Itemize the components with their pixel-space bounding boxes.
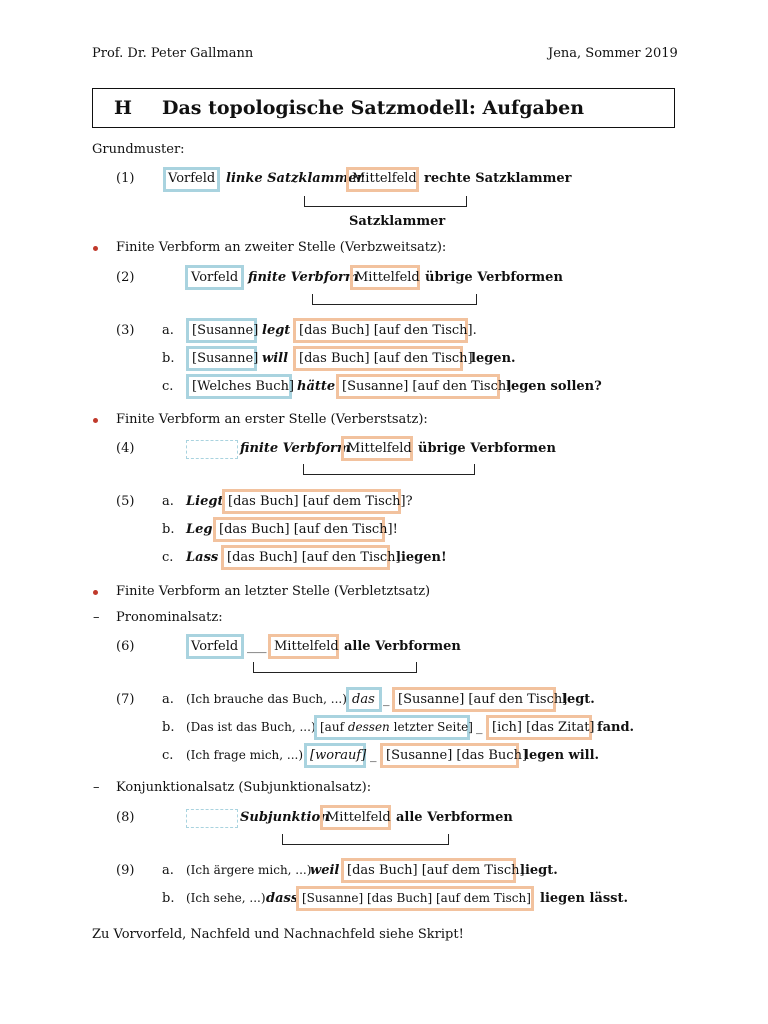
ex7a-mf: [Susanne] [auf den Tisch] (398, 692, 568, 707)
ex7b-mf: [ich] [das Zitat] (492, 720, 595, 735)
ex9b-rest: liegen lässt. (540, 891, 629, 906)
ex7b-label: b. (162, 720, 175, 735)
ex7a-pre: (Ich brauche das Buch, ...) (186, 692, 347, 706)
ex2-number: (2) (116, 270, 135, 285)
satzklammer-bracket (312, 294, 477, 305)
ex7a-label: a. (162, 692, 174, 707)
ex2-rest: übrige Verbformen (425, 270, 563, 285)
ex9b-pre: (Ich sehe, ...) (186, 891, 266, 905)
ex6-number: (6) (116, 639, 135, 654)
bullet-v2: Finite Verbform an zweiter Stelle (Verbzweitsatz): (116, 240, 447, 255)
ex9a-mf: [das Buch] [auf dem Tisch] (347, 863, 525, 878)
dash-marker: – (93, 610, 100, 625)
bullet-icon (93, 246, 98, 251)
ex3c-mf: [Susanne] [auf den Tisch] (342, 379, 512, 394)
satzklammer-label: Satzklammer (349, 214, 446, 229)
ex9a-sub: weil (310, 863, 340, 878)
ex7b-gap: _ (476, 720, 483, 735)
ex1-lsk: linke Satzklammer (226, 171, 364, 186)
ex3a-vf: [Susanne] (192, 323, 259, 338)
ex6-gap: ___ (247, 639, 267, 654)
ex6-rest: alle Verbformen (344, 639, 461, 654)
satzklammer-bracket (282, 834, 449, 845)
ex2-vorfeld: Vorfeld (191, 270, 239, 285)
title-letter: H (114, 97, 132, 119)
ex7b-vf3: letzter Seite] (393, 720, 473, 734)
ex5c-verb: Lass (186, 550, 219, 565)
ex3a-mf: [das Buch] [auf den Tisch]. (299, 323, 477, 338)
ex4-rest: übrige Verbformen (418, 441, 556, 456)
author-header: Prof. Dr. Peter Gallmann (92, 46, 254, 61)
ex2-fv: finite Verbform (248, 270, 359, 285)
ex3b-label: b. (162, 351, 175, 366)
ex5b-label: b. (162, 522, 175, 537)
ex1-rsk: rechte Satzklammer (424, 171, 572, 186)
ex3a-label: a. (162, 323, 174, 338)
dash-marker: – (93, 780, 100, 795)
ex8-rest: alle Verbformen (396, 810, 513, 825)
ex7c-pre: (Ich frage mich, ...) (186, 748, 304, 762)
ex5b-verb: Leg (186, 522, 213, 537)
bullet-icon (93, 590, 98, 595)
bullet-icon (93, 418, 98, 423)
ex6-mittelfeld: Mittelfeld (274, 639, 339, 654)
satzklammer-bracket (303, 464, 475, 475)
ex7b-vf1: [auf (320, 720, 345, 734)
ex7b-vf2: dessen (347, 720, 390, 734)
satzklammer-bracket (304, 196, 467, 207)
ex8-number: (8) (116, 810, 135, 825)
ex6-vorfeld: Vorfeld (191, 639, 239, 654)
ex7c-mf: [Susanne] [das Buch] (386, 748, 528, 763)
ex1-mittelfeld: Mittelfeld (352, 171, 417, 186)
ex9a-label: a. (162, 863, 174, 878)
ex5c-rest: liegen! (396, 550, 447, 565)
ex3c-label: c. (162, 379, 174, 394)
ex4-fv: finite Verbform (240, 441, 351, 456)
ex7b-rest: fand. (597, 720, 635, 735)
ex3b-vf: [Susanne] (192, 351, 259, 366)
pronominalsatz-label: Pronominalsatz: (116, 610, 223, 625)
ex4-mittelfeld: Mittelfeld (347, 441, 412, 456)
ex7b-pre: (Das ist das Buch, ...) (186, 720, 316, 734)
ex4-number: (4) (116, 441, 135, 456)
ex9-number: (9) (116, 863, 135, 878)
ex3c-verb: hätte (297, 379, 336, 394)
ex5a-mf: [das Buch] [auf dem Tisch]? (228, 494, 413, 509)
ex5a-label: a. (162, 494, 174, 509)
ex1-vorfeld: Vorfeld (168, 171, 216, 186)
empty-vorfeld-box (186, 440, 238, 459)
ex7-number: (7) (116, 692, 135, 707)
bullet-v1: Finite Verbform an erster Stelle (Verberstsatz): (116, 412, 428, 427)
ex9a-pre: (Ich ärgere mich, ...) (186, 863, 312, 877)
ex8-mittelfeld: Mittelfeld (326, 810, 391, 825)
page-title: Das topologische Satzmodell: Aufgaben (162, 97, 585, 119)
ex5c-mf: [das Buch] [auf den Tisch] (227, 550, 401, 565)
satzklammer-bracket (253, 662, 417, 673)
ex7c-label: c. (162, 748, 174, 763)
date-header: Jena, Sommer 2019 (548, 46, 678, 61)
ex7c-gap: _ (370, 748, 377, 763)
ex3-number: (3) (116, 323, 135, 338)
ex3a-verb: legt (262, 323, 291, 338)
ex2-mittelfeld: Mittelfeld (355, 270, 420, 285)
ex3c-rest: legen sollen? (506, 379, 602, 394)
ex9b-label: b. (162, 891, 175, 906)
ex5-number: (5) (116, 494, 135, 509)
bullet-vl: Finite Verbform an letzter Stelle (Verbletztsatz) (116, 584, 431, 599)
ex3b-mf: [das Buch] [auf den Tisch] (299, 351, 473, 366)
ex7a-rest: legt. (562, 692, 595, 707)
ex7a-gap: _ (383, 692, 390, 707)
ex5a-verb: Liegt (186, 494, 224, 509)
ex7c-rest: legen will. (524, 748, 600, 763)
ex9b-mf: [Susanne] [das Buch] [auf dem Tisch] (302, 891, 531, 905)
ex8-sub: Subjunktion (240, 810, 330, 825)
ex7a-vf: das (352, 692, 375, 707)
ex5b-mf: [das Buch] [auf den Tisch]! (219, 522, 398, 537)
konjunktionalsatz-label: Konjunktionalsatz (Subjunktionalsatz): (116, 780, 372, 795)
ex3b-rest: legen. (471, 351, 516, 366)
grundmuster-label: Grundmuster: (92, 142, 185, 157)
empty-vorfeld-box (186, 809, 238, 828)
ex3c-vf: [Welches Buch] (192, 379, 295, 394)
ex7c-vf: [worauf] (310, 748, 367, 763)
ex1-number: (1) (116, 171, 135, 186)
footer-note: Zu Vorvorfeld, Nachfeld und Nachnachfeld siehe Skript! (92, 927, 464, 942)
ex9b-sub: dass (266, 891, 299, 906)
ex5c-label: c. (162, 550, 174, 565)
ex7b-vf (320, 720, 473, 734)
ex3b-verb: will (262, 351, 289, 366)
ex9a-rest: liegt. (520, 863, 558, 878)
